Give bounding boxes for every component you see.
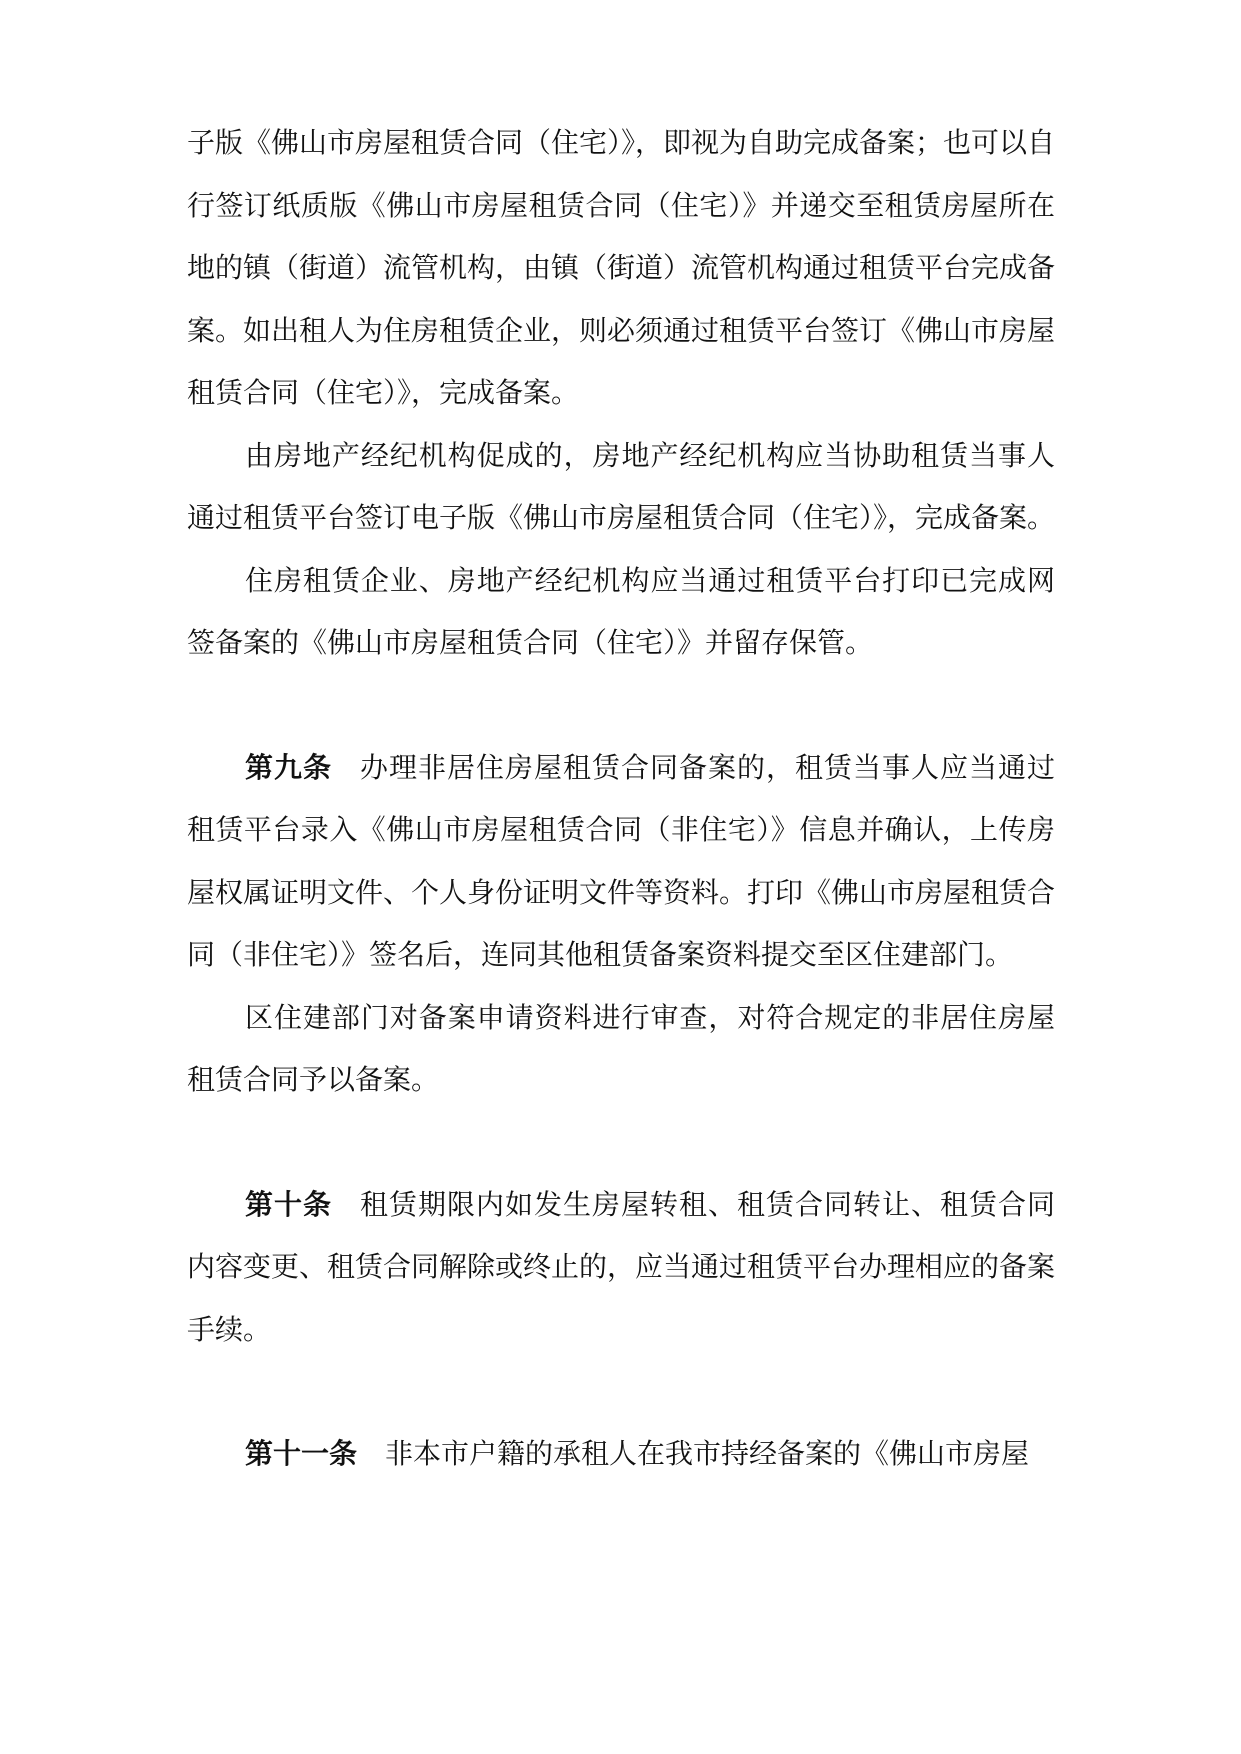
article-10 xyxy=(187,1174,1055,1362)
article-11-title: 第十一条 xyxy=(245,1437,358,1470)
agency-paragraph: 由房地产经纪机构促成的，房地产经纪机构应当协助租赁当事人通过租赁平台签订电子版《佛山市房屋租赁合同（住宅）》，完成备案。 xyxy=(187,438,1056,534)
spacer xyxy=(187,1361,1055,1423)
article-9-title: 第九条 xyxy=(245,750,332,784)
continuation-paragraph: 子版《佛山市房屋租赁合同（住宅）》，即视为自助完成备案；也可以自行签订纸质版《佛山市房屋租赁合同（住宅）》并递交至租赁房屋所在地的镇（街道）流管机构，由镇（街道）流管机构通过租赁平台完成备案。如出租人为住房租赁企业，则必须通过租赁平台签订《佛山市房屋租赁合同（住宅）》，完成备案。 xyxy=(187,126,1056,409)
spacer xyxy=(187,675,1055,737)
print-paragraph: 住房租赁企业、房地产经纪机构应当通过租赁平台打印已完成网签备案的《佛山市房屋租赁合同（住宅）》并留存保管。 xyxy=(187,563,1055,659)
spacer xyxy=(187,1112,1055,1174)
document-page xyxy=(187,112,1055,1486)
article-11-body: 非本市户籍的承租人在我市持经备案的《佛山市房屋 xyxy=(385,1437,1030,1470)
article-9-body: 办理非居住房屋租赁合同备案的，租赁当事人应当通过租赁平台录入《佛山市房屋租赁合同（非住宅）》信息并确认，上传房屋权属证明文件、个人身份证明文件等资料。打印《佛山市房屋租赁合同（非住宅）》签名后，连同其他租赁备案资料提交至区住建部门。 xyxy=(187,750,1056,971)
article-11 xyxy=(187,1423,1055,1486)
article-9-paragraph-2: 区住建部门对备案申请资料进行审查，对符合规定的非居住房屋租赁合同予以备案。 xyxy=(187,1000,1055,1096)
article-9 xyxy=(187,737,1055,987)
article-10-body: 租赁期限内如发生房屋转租、租赁合同转让、租赁合同内容变更、租赁合同解除或终止的，应当通过租赁平台办理相应的备案手续。 xyxy=(187,1187,1056,1346)
article-10-title: 第十条 xyxy=(245,1187,332,1221)
